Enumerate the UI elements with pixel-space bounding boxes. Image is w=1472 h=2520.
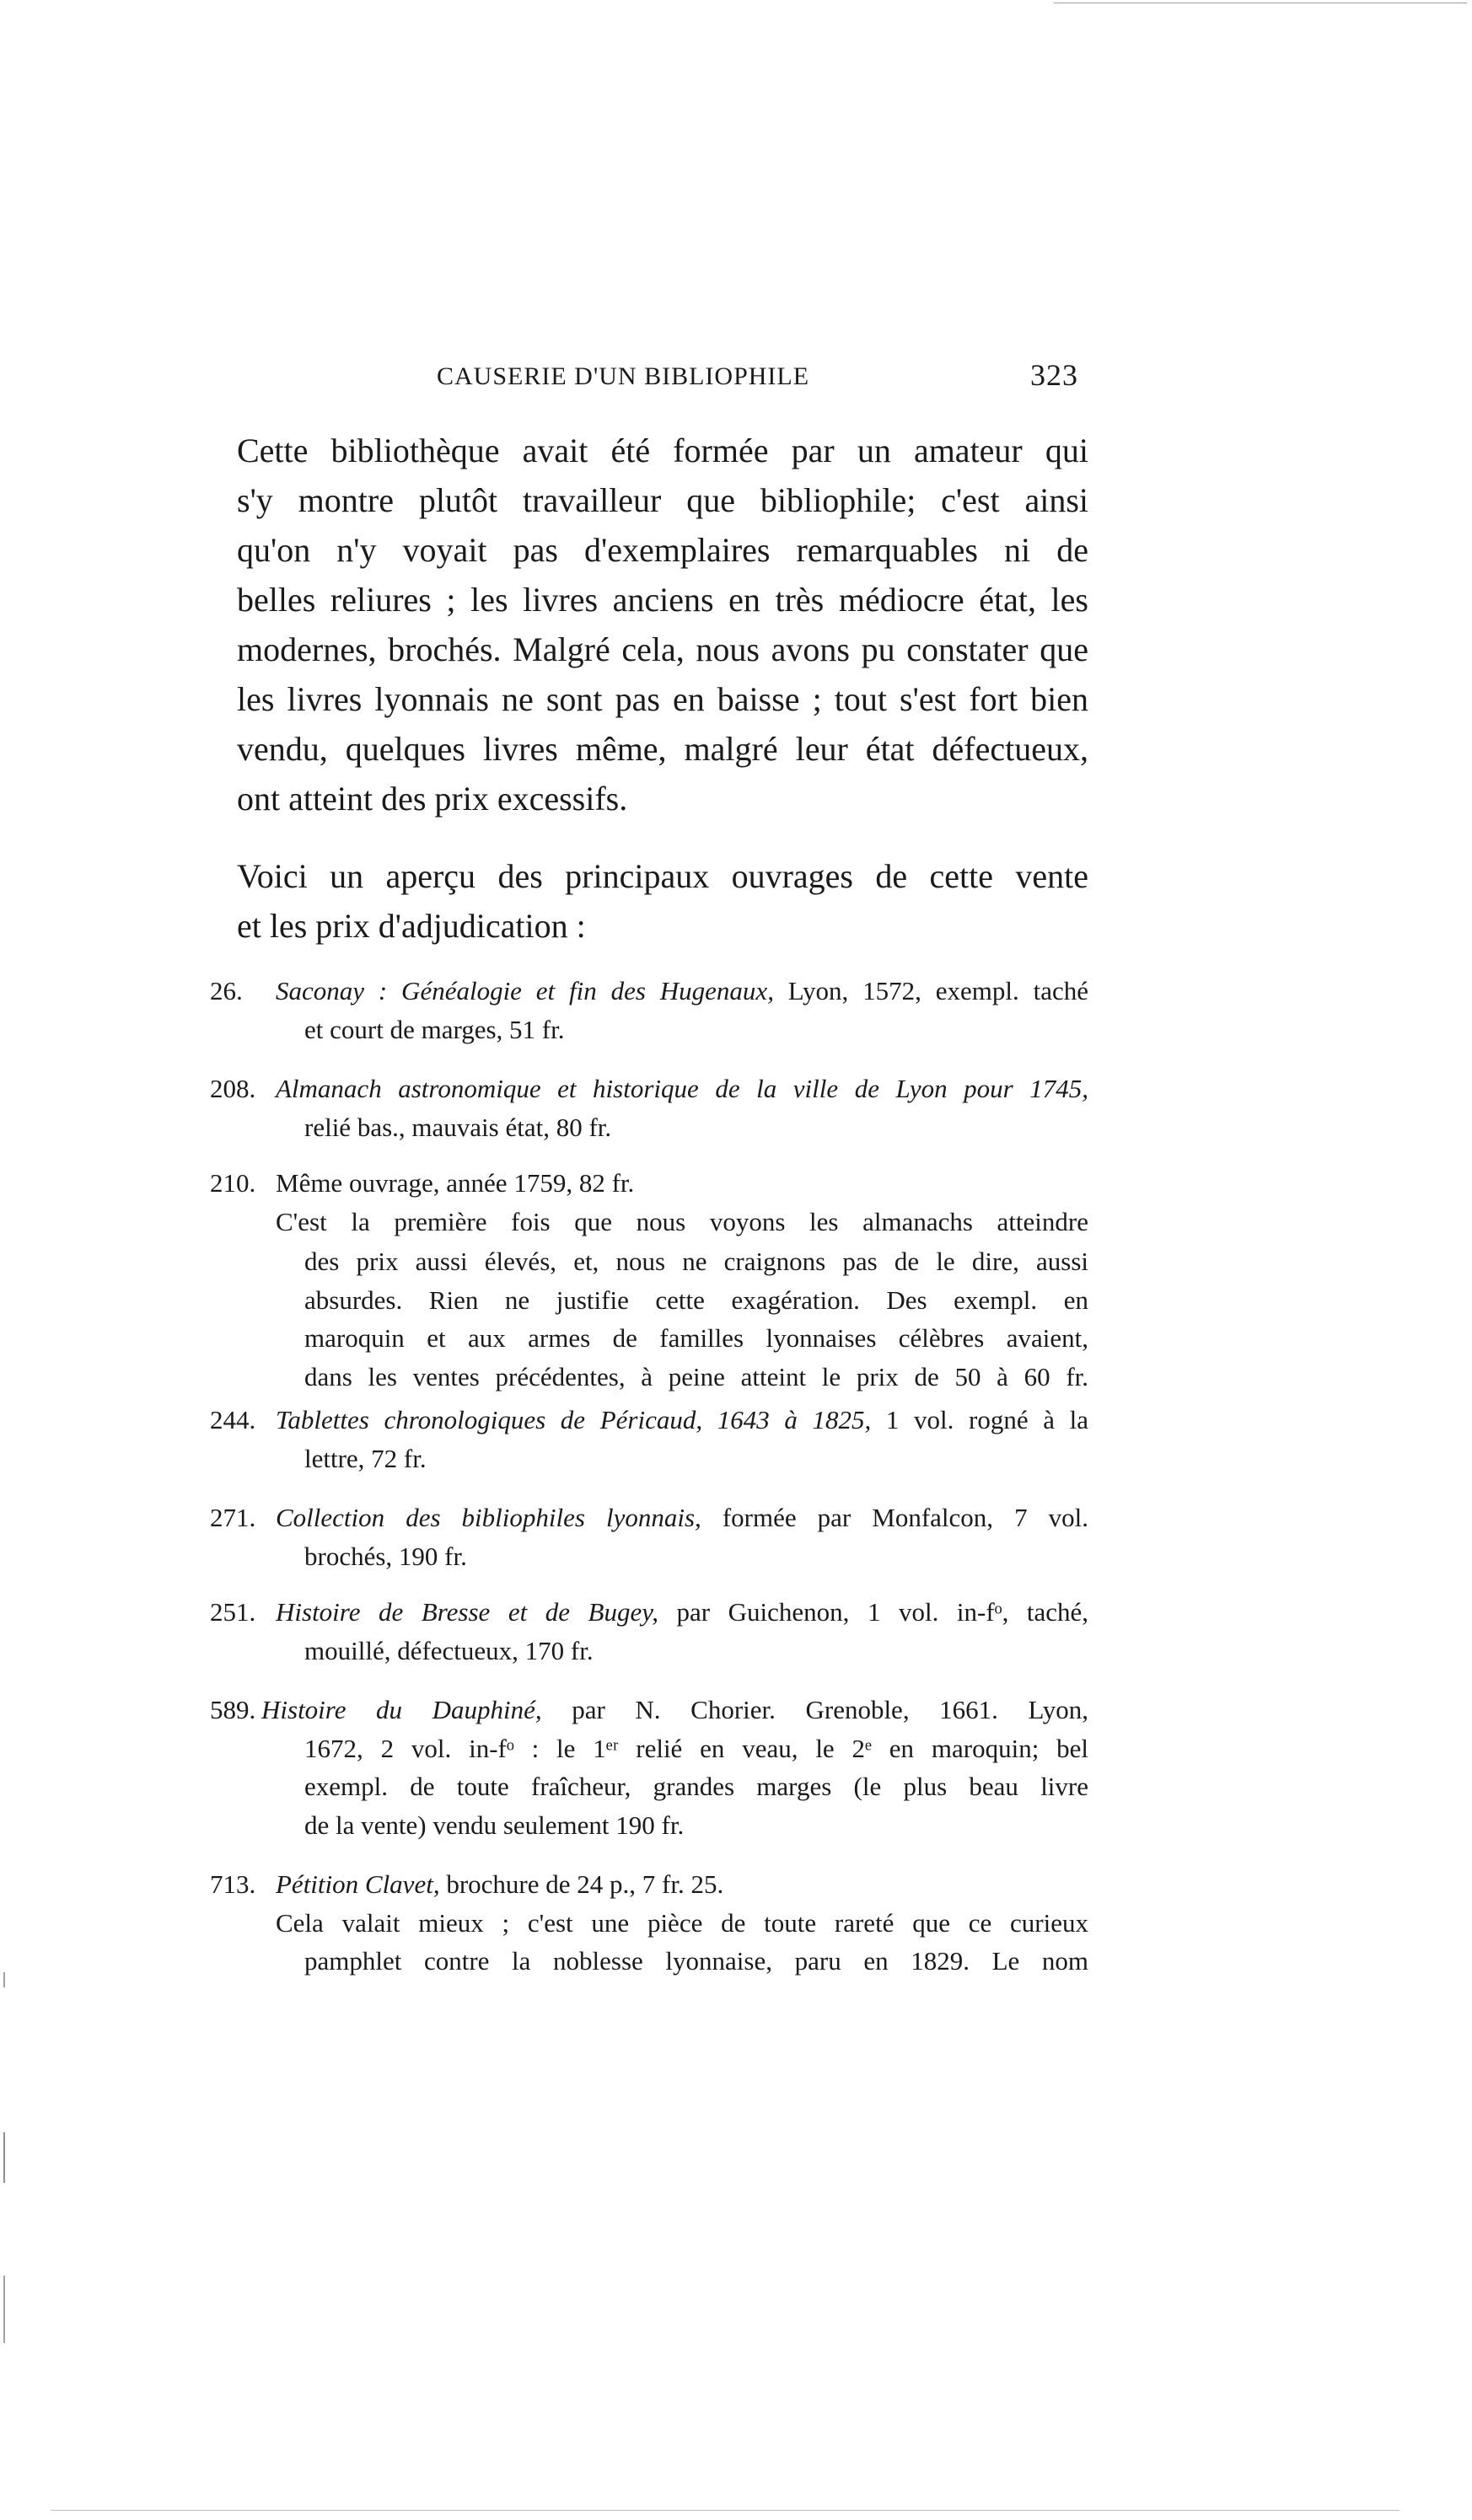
- lot-number: 208.: [210, 1074, 256, 1103]
- text-line: exempl. de toute fraîcheur, grandes marges (le plus beau livre: [304, 1772, 1088, 1801]
- text-line: [261, 1691, 1088, 1729]
- text-line: ont atteint des prix excessifs.: [237, 780, 628, 818]
- text: formée par Monfalcon, 7 vol.: [701, 1503, 1089, 1532]
- lot-number: 271.: [210, 1503, 256, 1532]
- lot-number: 210.: [210, 1168, 256, 1198]
- text-line: relié bas., mauvais état, 80 fr.: [304, 1113, 612, 1142]
- text: 1 vol. rogné à la: [871, 1405, 1089, 1434]
- text-line: [276, 1070, 1088, 1108]
- scan-edge-mark: [3, 2132, 5, 2183]
- text-line: qu'on n'y voyait pas d'exemplaires remarquables ni de: [237, 531, 1088, 569]
- text-line: [276, 1593, 1088, 1632]
- book-title: Tablettes chronologiques de Péricaud, 1643 à 1825,: [276, 1405, 872, 1434]
- note-line: pamphlet contre la noblesse lyonnaise, paru en 1829. Le nom: [304, 1946, 1088, 1976]
- text-line: [276, 1499, 1088, 1537]
- text-line: [276, 972, 1088, 1011]
- running-title: CAUSERIE D'UN BIBLIOPHILE: [437, 362, 810, 390]
- text-line: Même ouvrage, année 1759, 82 fr.: [276, 1168, 635, 1198]
- text-line: vendu, quelques livres même, malgré leur état défectueux,: [237, 730, 1088, 768]
- text-line: les livres lyonnais ne sont pas en baisse ; tout s'est fort bien: [237, 680, 1088, 718]
- text: brochure de 24 p., 7 fr. 25.: [439, 1869, 724, 1899]
- note-line: dans les ventes précédentes, à peine atteint le prix de 50 à 60 fr.: [304, 1362, 1088, 1391]
- lot-number: 251.: [210, 1597, 256, 1627]
- book-title: Pétition Clavet,: [276, 1869, 440, 1899]
- lot-number: 244.: [210, 1405, 256, 1434]
- book-title: Saconay : Généalogie et fin des Hugenaux,: [276, 976, 774, 1005]
- note-line: des prix aussi élevés, et, nous ne craignons pas de le dire, aussi: [304, 1247, 1088, 1276]
- scan-edge-mark: [3, 1972, 5, 1987]
- text-line: lettre, 72 fr.: [304, 1444, 427, 1473]
- note-line: absurdes. Rien ne justifie cette exagération. Des exempl. en: [304, 1285, 1088, 1315]
- text-line: [276, 1401, 1088, 1440]
- book-title: Almanach astronomique et historique de la ville de Lyon pour 1745,: [276, 1074, 1088, 1103]
- note-line: C'est la première fois que nous voyons les almanachs atteindre: [276, 1207, 1088, 1236]
- note-line: maroquin et aux armes de familles lyonnaises célèbres avaient,: [304, 1323, 1088, 1353]
- book-title: Collection des bibliophiles lyonnais,: [276, 1503, 701, 1532]
- text-line: et court de marges, 51 fr.: [304, 1015, 565, 1044]
- text-line: belles reliures ; les livres anciens en très médiocre état, les: [237, 581, 1088, 619]
- scan-edge-mark: [51, 2510, 1399, 2511]
- book-title: Histoire de Bresse et de Bugey,: [276, 1597, 659, 1627]
- text-line: s'y montre plutôt travailleur que bibliophile; c'est ainsi: [237, 481, 1088, 519]
- text-line: Voici un aperçu des principaux ouvrages de cette vente: [237, 857, 1088, 895]
- text-line: modernes, brochés. Malgré cela, nous avons pu constater que: [237, 630, 1088, 668]
- lot-number: 713.: [210, 1869, 256, 1899]
- text: par N. Chorier. Grenoble, 1661. Lyon,: [541, 1695, 1088, 1724]
- lot-number: 589.: [210, 1695, 256, 1724]
- text-line: 1672, 2 vol. in-fᵒ : le 1ᵉʳ relié en veau, le 2ᵉ en maroquin; bel: [304, 1734, 1088, 1763]
- text: Lyon, 1572, exempl. taché: [773, 976, 1088, 1005]
- text-line: Cette bibliothèque avait été formée par un amateur qui: [237, 432, 1088, 469]
- scan-edge-mark: [3, 2276, 5, 2343]
- text-line: brochés, 190 fr.: [304, 1541, 467, 1571]
- page-number: 323: [1030, 358, 1078, 392]
- book-title: Histoire du Dauphiné,: [261, 1695, 542, 1724]
- text-line: et les prix d'adjudication :: [237, 907, 586, 945]
- text-line: mouillé, défectueux, 170 fr.: [304, 1636, 594, 1665]
- lot-number: 26.: [210, 976, 243, 1005]
- note-line: Cela valait mieux ; c'est une pièce de toute rareté que ce curieux: [276, 1908, 1088, 1938]
- text-line: de la vente) vendu seulement 190 fr.: [304, 1810, 685, 1840]
- text-line: [276, 1865, 1088, 1904]
- text: par Guichenon, 1 vol. in-fᵒ, taché,: [658, 1597, 1089, 1627]
